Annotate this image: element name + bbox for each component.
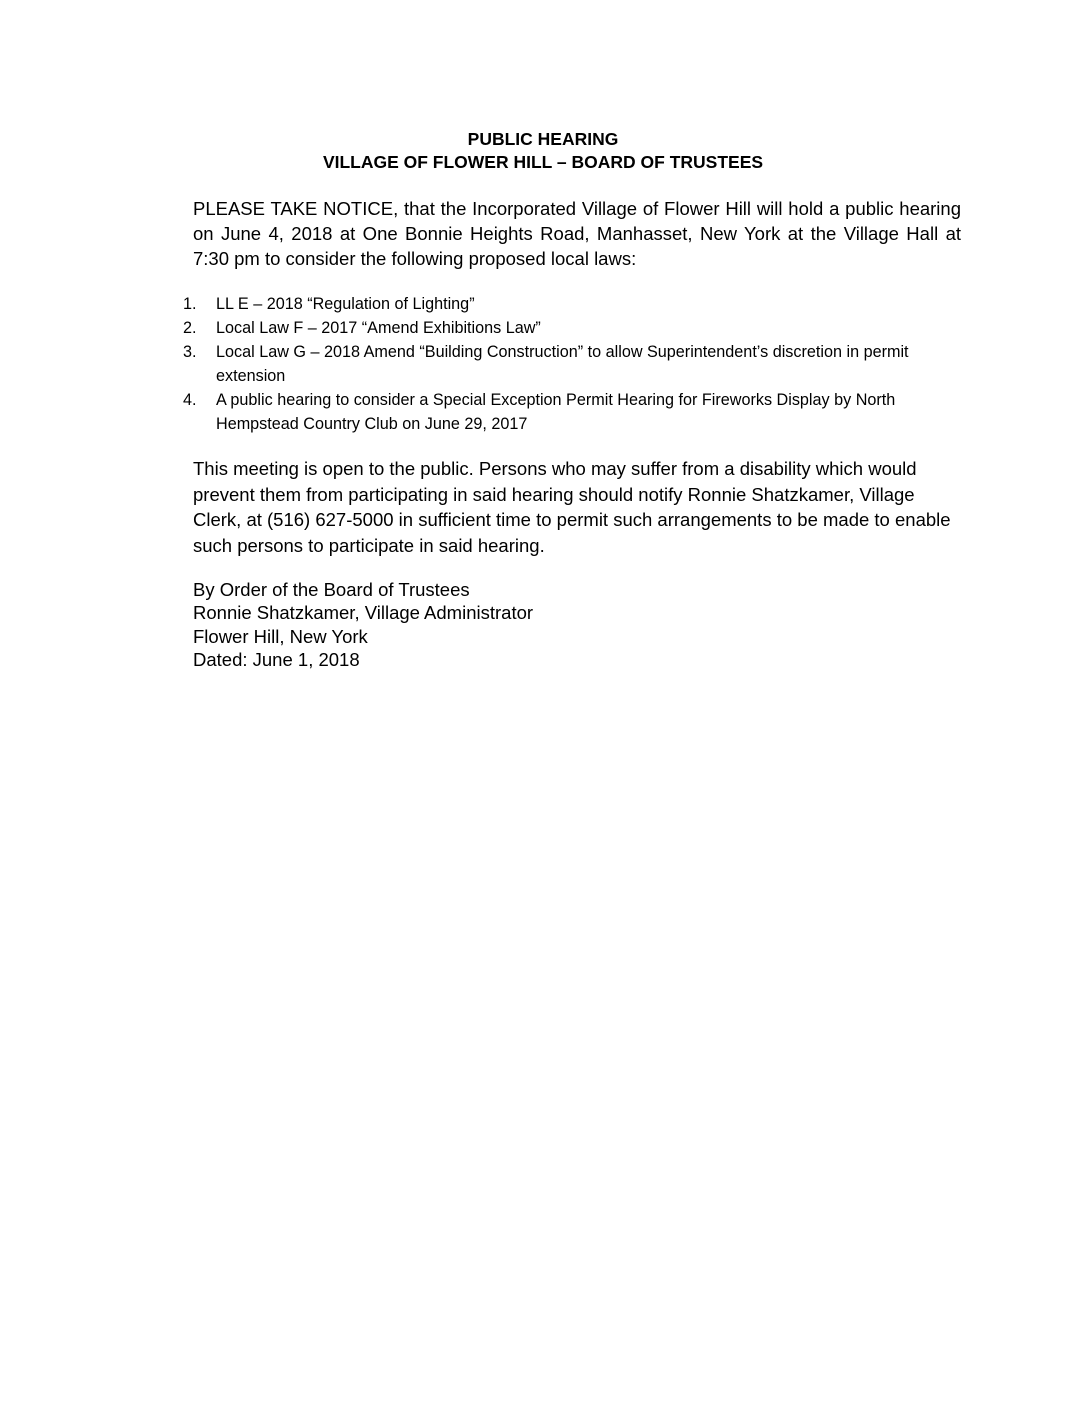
heading-line-public-hearing: PUBLIC HEARING: [467, 129, 619, 149]
list-item-text: Local Law G – 2018 Amend “Building Construction” to allow Superintendent’s discretion in permit extension: [216, 343, 909, 385]
list-item-text: Local Law F – 2017 “Amend Exhibitions Law”: [216, 319, 541, 337]
signature-order-line: By Order of the Board of Trustees: [193, 579, 470, 600]
list-item-number: 1.: [183, 295, 197, 313]
list-item-number: 2.: [183, 319, 197, 337]
list-item-number: 4.: [183, 391, 197, 409]
list-item-number: 3.: [183, 343, 197, 361]
signature-location-line: Flower Hill, New York: [193, 625, 368, 647]
signature-block: [193, 578, 693, 671]
list-item: [183, 388, 973, 436]
list-item-text: A public hearing to consider a Special Exception Permit Hearing for Fireworks Display by North Hempstead Country Club on June 29, 2017: [216, 391, 896, 433]
heading-line-board: VILLAGE OF FLOWER HILL – BOARD OF TRUSTEES: [322, 152, 764, 172]
list-item: [183, 340, 973, 388]
list-item: [183, 292, 973, 316]
disability-paragraph: This meeting is open to the public. Persons who may suffer from a disability which would prevent them from participating in said hearing should notify Ronnie Shatzkamer, Village Clerk, at (516) 627-5000 in sufficient time to permit such arrangements to be made to enable such persons to participate in said hearing.: [193, 458, 951, 556]
list-item: [183, 316, 973, 340]
signature-date-line: Dated: June 1, 2018: [193, 648, 360, 670]
signature-name-line: Ronnie Shatzkamer, Village Administrator: [193, 602, 534, 624]
notice-paragraph: PLEASE TAKE NOTICE, that the Incorporated Village of Flower Hill will hold a public hearing on June 4, 2018 at One Bonnie Heights Road, Manhasset, New York at the Village Hall at 7:30 pm to consider the following proposed local laws:: [193, 198, 961, 269]
list-item-text: LL E – 2018 “Regulation of Lighting”: [216, 295, 475, 313]
document-heading: [190, 128, 896, 174]
proposed-laws-list: [183, 292, 973, 436]
